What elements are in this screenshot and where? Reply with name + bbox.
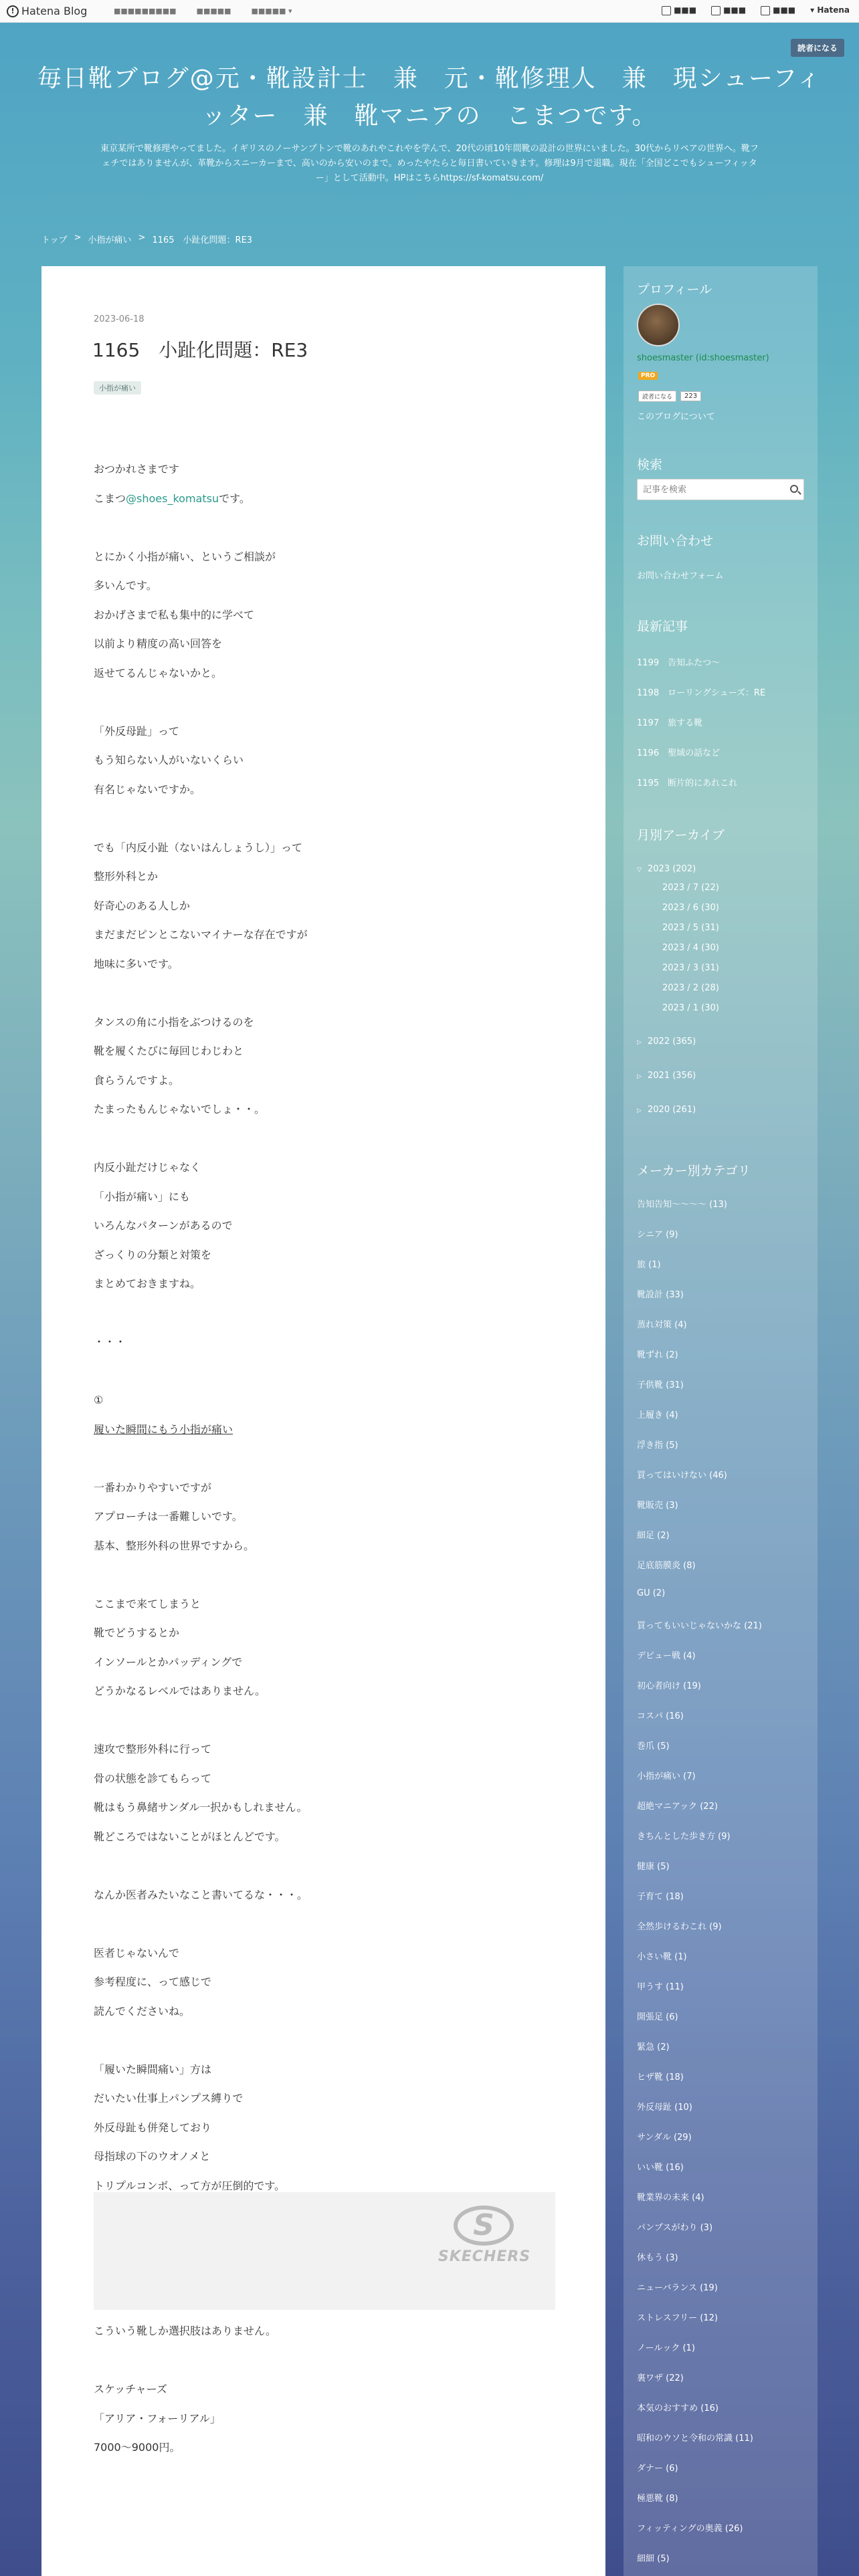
skechers-wordmark: SKECHERS [438, 2248, 531, 2265]
category-link[interactable]: 子育て (18) [637, 1892, 684, 1902]
category-link[interactable]: ニューバランス (19) [637, 2283, 718, 2293]
article-line: いろんなパターンがあるので [94, 1219, 233, 1232]
user-menu-link[interactable]: ■■■ [761, 5, 795, 15]
category-link[interactable]: 細足 (2) [637, 1531, 670, 1541]
article-line: 靴でどうするとか [94, 1626, 180, 1639]
paragraph-spacer [94, 1706, 555, 1735]
article-line: 内反小趾だけじゃなく [94, 1161, 201, 1174]
recent-post-link[interactable]: 1195 断片的にあれこれ [637, 778, 738, 788]
hatena-menu-link[interactable]: ▾ Hatena [810, 5, 850, 15]
article-line: ・・・ [94, 1335, 126, 1348]
category-link[interactable]: 休もう (3) [637, 2253, 678, 2263]
recent-posts-heading: 最新記事 [637, 619, 688, 634]
article-line: まとめておきますね。 [94, 1277, 201, 1290]
paragraph-spacer [94, 804, 555, 833]
article-line: ここまで来てしまうと [94, 1597, 201, 1610]
article-container [41, 266, 605, 2576]
article-line: もう知らない人がいないくらい [94, 754, 244, 766]
article-line: 好奇心のある人しか [94, 899, 191, 912]
article-line: こういう靴しか選択肢はありません。 [94, 2325, 276, 2337]
article-line: とにかく小指が痛い、というご相談が [94, 550, 276, 563]
profile-subscribe-button[interactable]: 読者になる [638, 391, 676, 402]
category-link[interactable]: 巻爪 (5) [637, 1741, 670, 1751]
category-link[interactable]: 緊急 (2) [637, 2042, 670, 2052]
article-line: 返せてるんじゃないかと。 [94, 666, 223, 679]
archive-month-link[interactable]: 2023 / 7 (22) [662, 883, 719, 893]
category-link[interactable]: 靴設計 (33) [637, 1290, 684, 1300]
article-image[interactable] [94, 2192, 555, 2310]
category-link[interactable]: きちんとした歩き方 (9) [637, 1832, 731, 1842]
recent-post-link[interactable]: 1196 聖域の話など [637, 748, 721, 758]
category-link[interactable]: 健康 (5) [637, 1862, 670, 1872]
blog-title[interactable] [27, 60, 832, 135]
article-line: たまったもんじゃないでしょ・・。 [94, 1103, 266, 1115]
article-line: 基本、整形外科の世界ですから。 [94, 1539, 255, 1552]
paragraph-spacer [94, 2026, 555, 2055]
article-line: 靴を履くたびに毎回じわじわと [94, 1045, 244, 1057]
write-post-link[interactable]: ■■■ [662, 5, 696, 15]
chevron-right-icon: ▷ [637, 1073, 642, 1080]
category-link[interactable]: 小さい靴 (1) [637, 1952, 687, 1962]
article-line: 靴はもう鼻緒サンダル一択かもしれません。 [94, 1801, 308, 1814]
article-line: おかげさまで私も集中的に学べて [94, 608, 255, 621]
article-line: スケッチャーズ [94, 2383, 167, 2395]
article-line: 速攻で整形外科に行って [94, 1743, 212, 1755]
article-line: ① [94, 1394, 104, 1406]
article-line: 食らうんですよ。 [94, 1073, 180, 1087]
contact-heading: お問い合わせ [637, 534, 714, 548]
paragraph-spacer [94, 1909, 555, 1939]
search-input[interactable] [638, 479, 778, 500]
category-link[interactable]: 足底筋膜炎 (8) [637, 1561, 696, 1571]
category-link[interactable]: フィッティングの奥義 (26) [637, 2524, 743, 2534]
archive-month-link[interactable]: 2023 / 1 (30) [662, 1003, 719, 1013]
article-line: 7000～9000円。 [94, 2441, 181, 2454]
hatena-hat-icon: ▾ [810, 5, 815, 15]
global-header-right [662, 5, 850, 15]
chevron-right-icon: ▷ [637, 1107, 642, 1114]
pro-badge: PRO [638, 372, 658, 380]
category-link[interactable]: ヒザ靴 (18) [637, 2072, 684, 2082]
archive-month-link[interactable]: 2023 / 6 (30) [662, 903, 719, 913]
category-link[interactable]: シニア (9) [637, 1230, 678, 1240]
hatena-blog-logo-text: Hatena Blog [21, 5, 88, 17]
article-line: 母指球の下のウオノメと [94, 2150, 211, 2163]
article-line: 整形外科とか [94, 870, 159, 883]
article-line: 「小指が痛い」にも [94, 1190, 191, 1203]
paragraph-spacer [94, 687, 555, 717]
blog-desc-line-1: 東京某所で靴修理やってました。イギリスのノーサンプトンで靴のあれやこれやを学んで、20代の頃10年間靴の設計の世界にいました。30代からリペアの世界へ。靴フ [100, 144, 759, 154]
archive-month-link[interactable]: 2023 / 3 (31) [662, 963, 719, 973]
category-heading: メーカー別カテゴリ [637, 1164, 751, 1178]
category-link[interactable]: 浮き指 (5) [637, 1440, 678, 1451]
user-icon [761, 6, 770, 15]
paragraph-spacer [94, 1124, 555, 1154]
recent-post-link[interactable]: 1197 旅する靴 [637, 718, 703, 728]
article-line: 骨の状態を診てもらって [94, 1772, 212, 1785]
category-link[interactable]: 裏ワザ (22) [637, 2373, 684, 2383]
subscriber-count[interactable]: 223 [680, 391, 701, 401]
category-link[interactable]: 上履き (4) [637, 1410, 678, 1420]
category-link[interactable]: 全然歩けるわこれ (9) [637, 1922, 722, 1932]
article-title[interactable]: 1165 小趾化問題：RE3 [92, 339, 308, 361]
global-nav [114, 7, 292, 15]
category-link[interactable]: 靴業界の未来 (4) [637, 2193, 704, 2203]
search-icon[interactable] [790, 485, 798, 493]
article-line: 有名じゃないですか。 [94, 782, 201, 796]
category-link[interactable]: サンダル (29) [637, 2133, 692, 2143]
archive-year-2023[interactable]: ▽ 2023 (202) [637, 864, 696, 874]
article-line: 医者じゃないんで [94, 1946, 180, 1959]
archive-month-link[interactable]: 2023 / 4 (30) [662, 943, 719, 953]
article-line: 外反母趾も併発しており [94, 2121, 212, 2134]
category-link[interactable]: 小指が痛い (7) [637, 1772, 696, 1782]
profile-heading: プロフィール [637, 282, 712, 297]
chevron-right-icon: ▷ [637, 1039, 642, 1046]
article-line: 履いた瞬間にもう小指が痛い [94, 1422, 233, 1436]
blog-title-line-2: ッター 兼 靴マニアの こまつです。 [201, 102, 658, 130]
paragraph-spacer [94, 1560, 555, 1590]
article-line: 「外反母趾」って [94, 724, 180, 738]
recent-post-link[interactable]: 1199 告知ふたつ〜 [637, 658, 721, 668]
blog-title-line-1: 毎日靴ブログ@元・靴設計士 兼 元・靴修理人 兼 現シューフィ [37, 65, 822, 92]
article-line: タンスの角に小指をぶつけるのを [94, 1015, 254, 1029]
archive-heading: 月別アーカイブ [637, 828, 725, 843]
article-line: ざっくりの分類と対策を [94, 1248, 212, 1261]
category-link[interactable]: いい靴 (16) [637, 2163, 684, 2173]
article-line: まだまだピンとこないマイナーな存在ですが [94, 928, 308, 941]
hatena-blog-logo[interactable] [7, 5, 87, 17]
blog-description [40, 142, 819, 186]
article-line: 読んでくださいね。 [94, 2004, 191, 2018]
search-heading: 検索 [637, 457, 663, 472]
category-link[interactable]: 初心者向け (19) [637, 1681, 701, 1691]
global-nav-item-1[interactable]: ■■■■■■■■■ [114, 7, 177, 15]
paragraph-spacer [94, 513, 555, 542]
category-link[interactable]: 開張足 (6) [637, 2012, 678, 2022]
category-link[interactable]: デビュー戦 (4) [637, 1651, 696, 1661]
archive-year-link[interactable]: ▷ 2021 (356) [637, 1071, 696, 1081]
about-blog-link[interactable]: このブログについて [637, 412, 715, 422]
archive-year-link[interactable]: ▷ 2022 (365) [637, 1037, 696, 1047]
hatena-logo-icon: ! [7, 5, 19, 17]
paragraph-spacer [94, 1851, 555, 1881]
archive-month-link[interactable]: 2023 / 5 (31) [662, 923, 719, 933]
category-link[interactable]: 甲うす (11) [637, 1982, 684, 1992]
article-line: なんか医者みたいなこと書いてるな・・・。 [94, 1888, 308, 1901]
breadcrumb-separator: > [138, 233, 146, 243]
skechers-logo [431, 2206, 538, 2266]
blog-desc-line-2: ェチではありませんが、革靴からスニーカーまで、高いのから安いのまで。めったやたらと毎日書いていきます。修理は9月で退職。現在「全国どこでもシューフィッタ [102, 158, 757, 169]
pencil-icon [662, 6, 671, 15]
recent-post-link[interactable]: 1198 ローリングシューズ：RE [637, 688, 766, 698]
dashboard-link[interactable]: ■■■ [711, 5, 746, 15]
sidebar [624, 266, 818, 2576]
category-link[interactable]: 極悪靴 (8) [637, 2494, 678, 2504]
category-link[interactable]: ノールック (1) [637, 2343, 695, 2353]
category-link[interactable]: コスパ (16) [637, 1711, 684, 1721]
blog-desc-line-3: ー」として活動中。HPはこちらhttps://sf-komatsu.com/ [315, 173, 544, 183]
category-link[interactable]: ストレスフリー (12) [637, 2313, 718, 2323]
article-category-tag[interactable]: 小指が痛い [94, 381, 141, 395]
category-link[interactable]: 買ってはいけない (46) [637, 1471, 727, 1481]
category-link[interactable]: 靴販売 (3) [637, 1501, 678, 1511]
archive-month-link[interactable]: 2023 / 2 (28) [662, 983, 719, 993]
article-line: 参考程度に、って感じで [94, 1975, 212, 1988]
breadcrumb-separator: > [74, 233, 82, 243]
breadcrumb [41, 233, 252, 245]
category-link[interactable]: ダナー (6) [637, 2464, 678, 2474]
chevron-down-icon: ▽ [637, 867, 642, 873]
article-date[interactable]: 2023-06-18 [94, 314, 145, 324]
breadcrumb-top-link[interactable]: トップ [41, 235, 68, 245]
article-line: トリプルコンボ、って方が圧倒的です。 [94, 2179, 286, 2192]
archive-year-link[interactable]: ▷ 2020 (261) [637, 1105, 696, 1115]
category-link[interactable]: 蒸れ対策 (4) [637, 1320, 687, 1330]
article-line: 多いんです。 [94, 579, 157, 592]
category-link[interactable]: パンプスがわり (3) [637, 2223, 713, 2233]
category-link[interactable]: 買ってもいいじゃないかな (21) [637, 1621, 762, 1631]
article-line: でも「内反小趾（ないはんしょうし）」って [94, 841, 303, 854]
category-link[interactable]: 細細 (5) [637, 2554, 670, 2564]
article-line: 地味に多いです。 [94, 957, 179, 970]
global-nav-item-2[interactable]: ■■■■■ [196, 7, 231, 15]
article-line: 一番わかりやすいですが [94, 1481, 212, 1494]
twitter-handle-link[interactable]: @shoes_komatsu [126, 492, 219, 505]
article-line: おつかれさまです [94, 463, 179, 475]
paragraph-spacer [94, 978, 555, 1008]
article-line: 「アリア・フォーリアル」 [94, 2411, 221, 2425]
skechers-s-mark: S [454, 2206, 514, 2246]
subscribe-button[interactable]: 読者になる [791, 39, 844, 57]
article-line: インソールとかパッディングで [94, 1655, 243, 1669]
paragraph-spacer [94, 1444, 555, 1473]
paragraph-spacer [94, 2346, 555, 2375]
global-nav-item-3[interactable]: ■■■■■ ▾ [251, 7, 292, 15]
contact-form-link[interactable]: お問い合わせフォーム [637, 571, 724, 581]
article-body [94, 455, 555, 2462]
profile-name-link[interactable]: shoesmaster (id:shoesmaster) [637, 353, 769, 363]
article-line: 靴どころではないことがほとんどです。 [94, 1830, 286, 1843]
category-link[interactable]: 子供靴 (31) [637, 1380, 684, 1390]
category-link[interactable]: 告知告知〜〜〜〜 (13) [637, 1200, 727, 1210]
article-line: どうかなるレベルではありません。 [94, 1685, 266, 1697]
profile-subscribe [638, 391, 701, 402]
category-link[interactable]: 旅 (1) [637, 1260, 661, 1270]
category-link[interactable]: 昭和のウソと令和の常識 (11) [637, 2434, 753, 2444]
global-header [0, 0, 859, 23]
category-link[interactable]: 超絶マニアック (22) [637, 1802, 718, 1812]
paragraph-spacer [94, 1357, 555, 1386]
article-line: 「履いた瞬間痛い」方は [94, 2062, 212, 2076]
article-line: だいたい仕事上パンプス縛りで [94, 2092, 244, 2105]
avatar[interactable] [637, 304, 680, 346]
category-link[interactable]: 外反母趾 (10) [637, 2103, 692, 2113]
article-line: 以前より精度の高い回答を [94, 637, 223, 650]
article-line: アプローチは一番難しいです。 [94, 1510, 243, 1523]
breadcrumb-category-link[interactable]: 小指が痛い [88, 235, 132, 245]
paragraph-spacer [94, 1299, 555, 1328]
breadcrumb-current: 1165 小趾化問題：RE3 [152, 235, 253, 245]
dashboard-icon [711, 6, 721, 15]
category-link[interactable]: GU (2) [637, 1588, 666, 1598]
search-box [637, 479, 804, 500]
article-line: こまつ@shoes_komatsuです。 [94, 492, 250, 505]
category-link[interactable]: 靴ずれ (2) [637, 1350, 678, 1360]
category-link[interactable]: 本気のおすすめ (16) [637, 2403, 719, 2413]
